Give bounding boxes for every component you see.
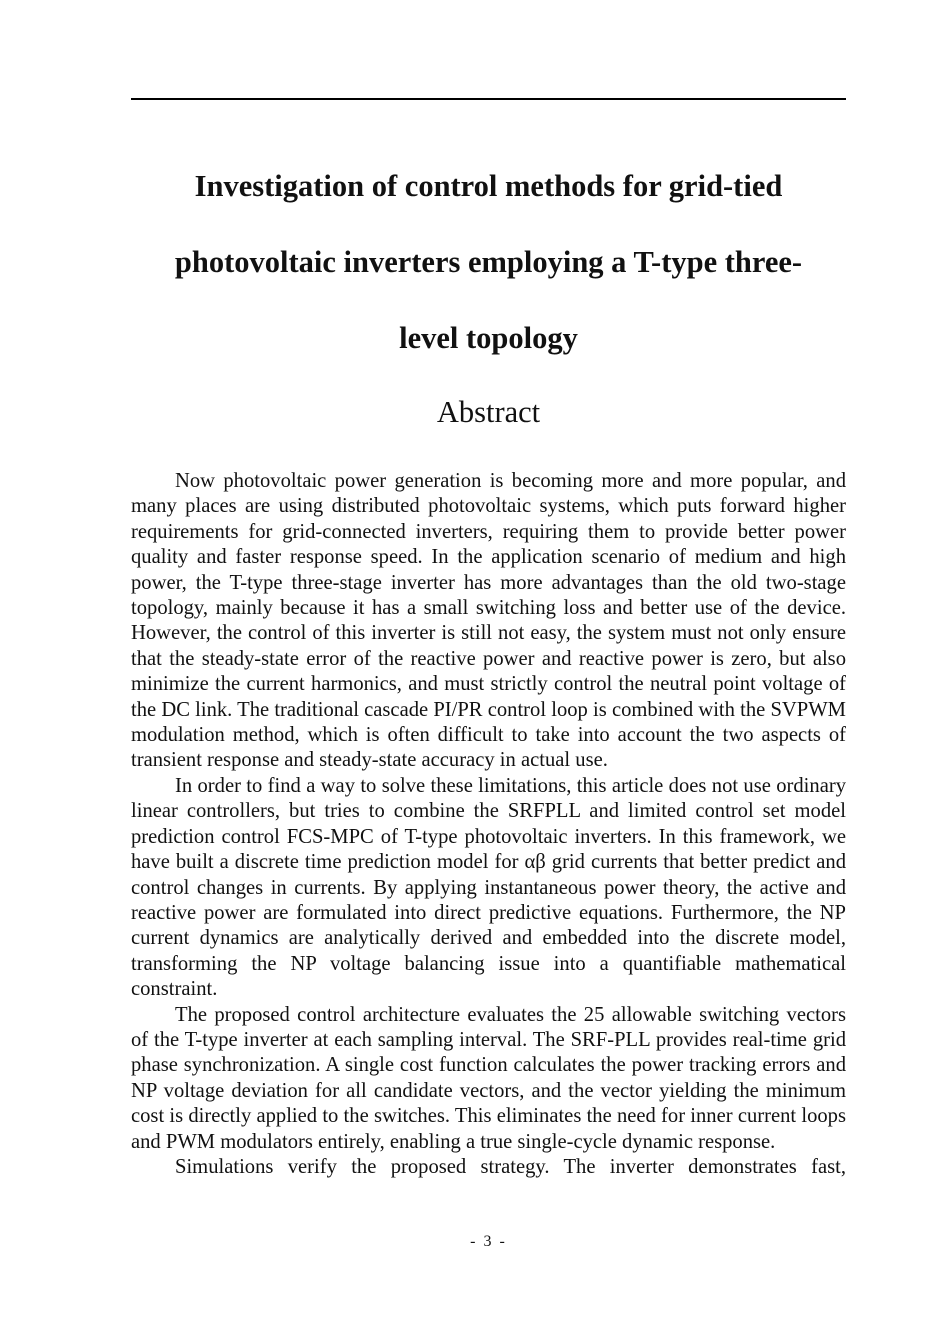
abstract-paragraph-1: Now photovoltaic power generation is becoming more and more popular, and many places are using distributed photovoltaic systems, which puts forward higher requirements for grid-connected inverters, requiring them to provide better power quality and faster response speed. In the application scenario of medium and high power, the T-type three-stage inverter has more advantages than the old two-stage topology, mainly because it has a small switching loss and better use of the device. However, the control of this inverter is still not easy, the system must not only ensure that the steady-state error of the reactive power and reactive power is zero, but also minimize the current harmonics, and must strictly control the neutral point voltage of the DC link. The traditional cascade PI/PR control loop is combined with the SVPWM modulation method, which is often difficult to take into account the two aspects of transient response and steady-state accuracy in actual use. — [131, 470, 846, 772]
document-title — [131, 148, 846, 376]
title-line-2: photovoltaic inverters employing a T-type three- — [174, 245, 803, 279]
abstract-body — [131, 469, 846, 1180]
page-number: - 3 - — [470, 1233, 507, 1250]
title-line-3: level topology — [399, 321, 578, 355]
abstract-paragraph-2: In order to find a way to solve these limitations, this article does not use ordinary linear controllers, but tries to combine the SRFPLL and limited control set model prediction control FCS-MPC of T-type photovoltaic inverters. In this framework, we have built a discrete time prediction model for αβ grid currents that better predict and control changes in currents. By applying instantaneous power theory, the active and reactive power are formulated into direct predictive equations. Furthermore, the NP current dynamics are analytically derived and embedded into the discrete model, transforming the NP voltage balancing issue into a quantifiable mathematical constraint. — [131, 774, 846, 1001]
abstract-paragraph-3: The proposed control architecture evaluates the 25 allowable switching vectors of the T-type inverter at each sampling interval. The SRF-PLL provides real-time grid phase synchronization. A single cost function calculates the power tracking errors and NP voltage deviation for all candidate vectors, and the vector yielding the minimum cost is directly applied to the switches. This eliminates the need for inner current loops and PWM modulators entirely, enabling a true single-cycle dynamic response. — [131, 1003, 846, 1153]
header-rule — [131, 98, 846, 100]
abstract-paragraph-4: Simulations verify the proposed strategy. The inverter demonstrates fast, — [175, 1155, 846, 1178]
title-line-1: Investigation of control methods for grid-tied — [194, 169, 783, 203]
abstract-heading: Abstract — [436, 395, 541, 429]
